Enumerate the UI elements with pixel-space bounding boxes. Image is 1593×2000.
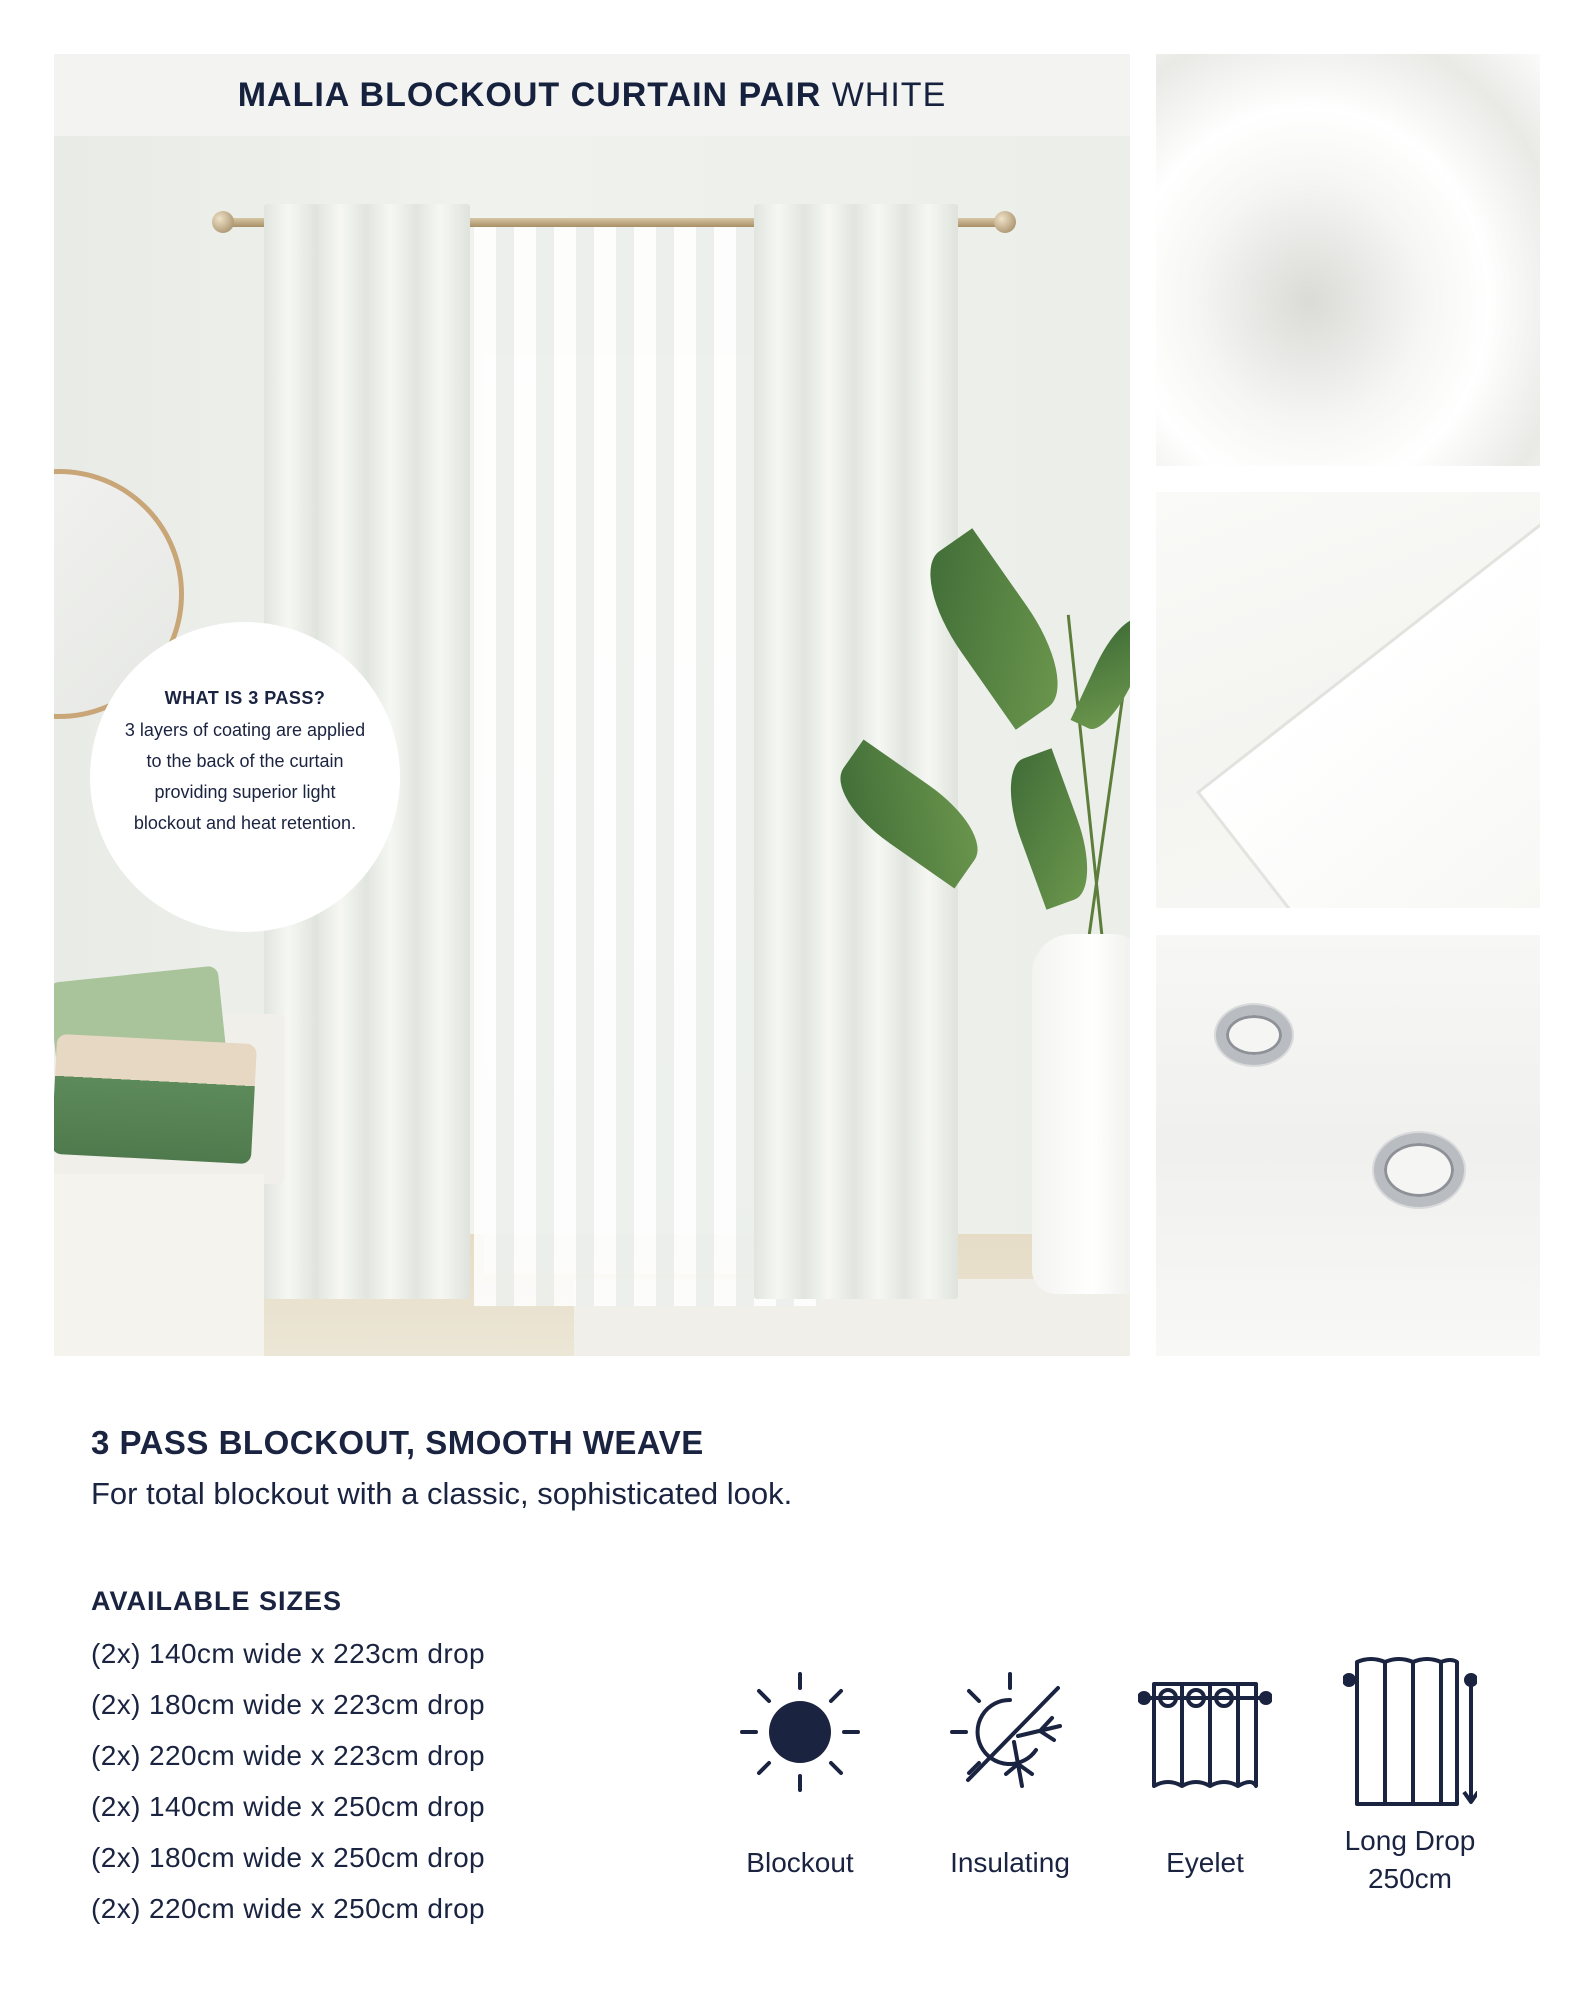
feature-long-drop [1330, 1654, 1490, 1898]
fabric-texture-photo [1156, 54, 1540, 466]
curtain-panel [416, 204, 470, 1299]
rod-finial-left [212, 211, 234, 233]
feature-label: Eyelet [1166, 1847, 1244, 1878]
feature-label: Insulating [950, 1847, 1070, 1878]
sun-icon [738, 1670, 862, 1794]
long-drop-icon [1343, 1654, 1477, 1814]
feature-label-secondary: 250cm [1367, 1863, 1453, 1894]
metal-eyelet [1374, 1133, 1464, 1207]
feature-insulating [935, 1670, 1085, 1882]
feature-blockout [730, 1670, 870, 1882]
size-item: (2x) 220cm wide x 250cm drop [91, 1893, 486, 1924]
product-title [54, 54, 1130, 136]
size-item: (2x) 180cm wide x 250cm drop [91, 1842, 486, 1873]
size-item: (2x) 220cm wide x 223cm drop [91, 1740, 486, 1771]
curtain-hem [1196, 492, 1540, 908]
callout-question: WHAT IS 3 PASS? [164, 688, 326, 708]
sizes-heading: AVAILABLE SIZES [91, 1586, 343, 1616]
hem-detail-photo [1156, 492, 1540, 908]
size-item: (2x) 180cm wide x 223cm drop [91, 1689, 486, 1720]
hero-product-photo [54, 54, 1130, 1356]
sofa [54, 1174, 264, 1356]
feature-eyelet [1135, 1670, 1275, 1882]
palm-print-cushion [54, 1034, 257, 1164]
rod-finial-right [994, 211, 1016, 233]
curtain-panel [804, 204, 858, 1299]
size-item: (2x) 140cm wide x 223cm drop [91, 1638, 486, 1669]
feature-headline: 3 PASS BLOCKOUT, SMOOTH WEAVE [91, 1424, 704, 1461]
sizes-list [91, 1636, 485, 1942]
curtain-panel [754, 204, 808, 1299]
eyelet-detail-photo [1156, 935, 1540, 1356]
product-name: MALIA BLOCKOUT CURTAIN PAIR [237, 76, 822, 114]
insulating-icon [948, 1670, 1072, 1794]
feature-label: Long Drop [1344, 1825, 1476, 1856]
feature-label: Blockout [746, 1847, 854, 1878]
callout-answer: 3 layers of coating are applied to the back of the curtain providing superior light blockout and heat retention. [124, 720, 366, 833]
product-color: WHITE [831, 76, 947, 114]
three-pass-callout [90, 622, 400, 932]
size-item: (2x) 140cm wide x 250cm drop [91, 1791, 486, 1822]
white-vase [1032, 934, 1130, 1294]
feature-subhead: For total blockout with a classic, sophisticated look. [91, 1476, 793, 1511]
curtain-panel [904, 204, 958, 1299]
eyelet-curtain-icon [1138, 1670, 1272, 1794]
metal-eyelet [1216, 1005, 1292, 1065]
